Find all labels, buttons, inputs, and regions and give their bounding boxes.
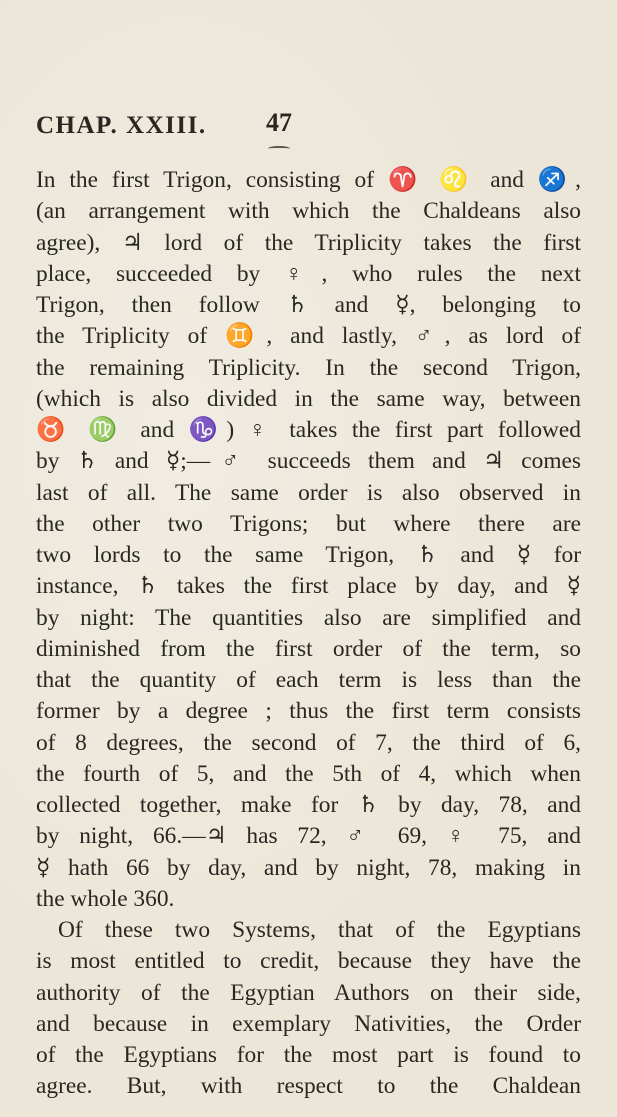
printer-mark — [268, 146, 290, 151]
page-number: 47 — [266, 108, 292, 137]
chapter-heading: CHAP. XXIII. — [36, 112, 207, 139]
text-line: by ♄ and ☿;—♂ succeeds them and ♃ comes — [36, 448, 581, 475]
text-line: authority of the Egyptian Authors on their side, — [36, 979, 581, 1006]
text-line: former by a degree ; thus the first term consists — [36, 698, 581, 725]
text-line: of 8 degrees, the second of 7, the third of 6, — [36, 729, 581, 756]
text-line: last of all. The same order is also observed in — [36, 479, 581, 506]
text-line: the Triplicity of ♊, and lastly, ♂, as lord of — [36, 323, 581, 350]
text-line: agree. But, with respect to the Chaldean — [36, 1073, 581, 1100]
text-line: the other two Trigons; but where there are — [36, 510, 581, 537]
text-line: the fourth of 5, and the 5th of 4, which when — [36, 760, 581, 787]
text-line: the remaining Triplicity. In the second Trigon, — [36, 354, 581, 381]
text-line: ♉ ♍ and ♑) ♀ takes the first part followed — [36, 417, 581, 443]
text-line: diminished from the first order of the term, so — [36, 635, 581, 662]
text-line: and because in exemplary Nativities, the Order — [36, 1010, 581, 1037]
text-line: that the quantity of each term is less than the — [36, 667, 581, 693]
text-line: Of these two Systems, that of the Egyptians — [58, 917, 581, 943]
text-line: collected together, make for ♄ by day, 78, and — [36, 792, 581, 818]
text-line: place, succeeded by ♀, who rules the next — [36, 260, 581, 287]
text-line: (which is also divided in the same way, between — [36, 385, 581, 412]
text-line: Trigon, then follow ♄ and ☿, belonging to — [36, 292, 581, 318]
text-line: In the first Trigon, consisting of ♈ ♌ and ♐, — [36, 167, 581, 193]
text-line: instance, ♄ takes the first place by day, and ☿ — [36, 573, 581, 600]
text-line: ☿ hath 66 by day, and by night, 78, making in — [36, 854, 581, 881]
text-line: (an arrangement with which the Chaldeans also — [36, 198, 581, 225]
running-header — [36, 108, 576, 142]
text-line: by night, 66.—♃ has 72, ♂ 69, ♀ 75, and — [36, 823, 581, 850]
text-line: by night: The quantities also are simplified and — [36, 604, 581, 631]
text-line: is most entitled to credit, because they have the — [36, 948, 581, 975]
text-line: two lords to the same Trigon, ♄ and ☿ for — [36, 542, 581, 568]
body-text — [36, 165, 581, 1103]
text-line: agree), ♃ lord of the Triplicity takes the first — [36, 229, 581, 256]
text-line: of the Egyptians for the most part is found to — [36, 1042, 581, 1068]
text-line: the whole 360. — [36, 885, 175, 912]
